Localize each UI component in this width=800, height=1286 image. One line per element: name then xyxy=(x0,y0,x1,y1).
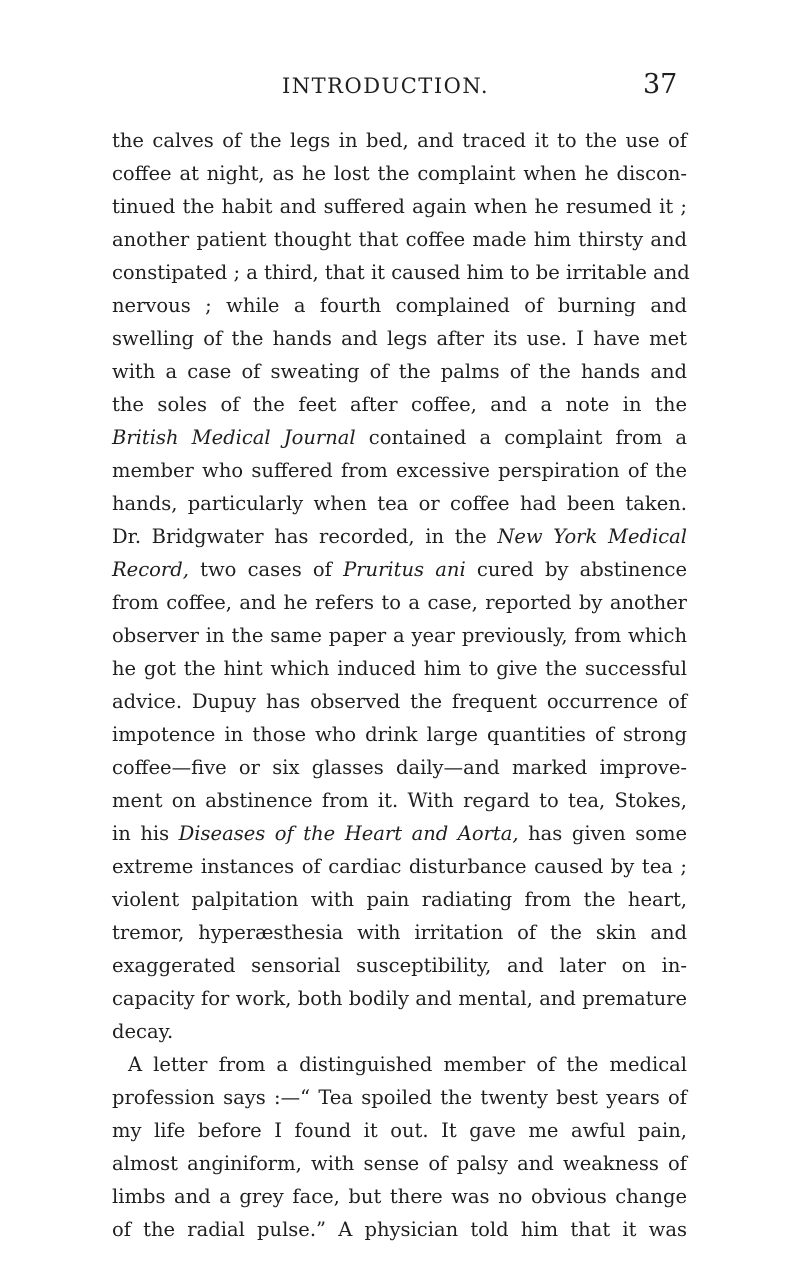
text-line xyxy=(112,1147,687,1180)
text-segment: swelling of the hands and legs after its use. I have met xyxy=(112,327,687,350)
text-line xyxy=(112,1180,687,1213)
text-segment: he got the hint which induced him to give the successful xyxy=(112,657,687,680)
text-line xyxy=(112,685,687,718)
text-line xyxy=(112,553,687,586)
text-line xyxy=(112,751,687,784)
italic-text: British Medical Journal xyxy=(112,426,356,449)
italic-text: New York Medical xyxy=(497,525,687,548)
text-segment: ment on abstinence from it. With regard to tea, Stokes, xyxy=(112,789,687,812)
text-line xyxy=(112,1081,687,1114)
text-line xyxy=(112,982,687,1015)
italic-text: Pruritus ani xyxy=(343,558,466,581)
text-segment: the calves of the legs in bed, and traced it to the use of xyxy=(112,129,687,152)
text-line xyxy=(112,718,687,751)
text-line xyxy=(112,883,687,916)
text-line xyxy=(112,421,687,454)
text-segment: cured by abstinence xyxy=(465,558,687,581)
text-segment: decay. xyxy=(112,1020,174,1043)
text-segment: two cases of xyxy=(188,558,344,581)
text-line xyxy=(112,1015,687,1048)
text-line xyxy=(112,487,687,520)
text-line xyxy=(112,355,687,388)
text-line xyxy=(112,586,687,619)
text-segment: violent palpitation with pain radiating from the heart, xyxy=(112,888,687,911)
text-segment: another patient thought that coffee made him thirsty and xyxy=(112,228,687,251)
text-line xyxy=(112,817,687,850)
text-line xyxy=(112,652,687,685)
text-segment: limbs and a grey face, but there was no obvious change xyxy=(112,1185,687,1208)
page-number: 37 xyxy=(643,69,678,100)
italic-text: Diseases of the Heart and Aorta, xyxy=(178,822,519,845)
text-line xyxy=(112,454,687,487)
text-segment: advice. Dupuy has observed the frequent occurrence of xyxy=(112,690,687,713)
text-line xyxy=(112,916,687,949)
text-segment: exaggerated sensorial susceptibility, and later on in- xyxy=(112,954,687,977)
running-head xyxy=(0,69,800,104)
text-segment: has given some xyxy=(518,822,687,845)
text-line xyxy=(112,223,687,256)
text-segment: member who suffered from excessive perspiration of the xyxy=(112,459,687,482)
text-segment: the soles of the feet after coffee, and a note in the xyxy=(112,393,687,416)
text-line xyxy=(112,388,687,421)
text-segment: A letter from a distinguished member of the medical xyxy=(128,1053,687,1076)
text-segment: coffee—five or six glasses daily—and marked improve- xyxy=(112,756,687,779)
italic-text: Record, xyxy=(112,558,189,581)
text-line xyxy=(112,1048,687,1081)
text-segment: capacity for work, both bodily and mental, and premature xyxy=(112,987,687,1010)
text-segment: from coffee, and he refers to a case, reported by another xyxy=(112,591,687,614)
body-text xyxy=(112,124,690,1246)
running-head-title: INTRODUCTION. xyxy=(282,74,490,98)
text-line xyxy=(112,619,687,652)
text-line xyxy=(112,850,687,883)
text-line xyxy=(112,1114,687,1147)
text-line xyxy=(112,157,687,190)
text-segment: with a case of sweating of the palms of the hands and xyxy=(112,360,687,383)
text-line xyxy=(112,520,687,553)
text-segment: hands, particularly when tea or coffee had been taken. xyxy=(112,492,687,515)
text-segment: coffee at night, as he lost the complaint when he discon- xyxy=(112,162,687,185)
text-line xyxy=(112,1213,687,1246)
text-line xyxy=(112,784,687,817)
text-segment: Dr. Bridgwater has recorded, in the xyxy=(112,525,498,548)
text-line xyxy=(112,949,687,982)
text-segment: constipated ; a third, that it caused him to be irritable and xyxy=(112,261,690,284)
text-line xyxy=(112,289,687,322)
text-segment: observer in the same paper a year previously, from which xyxy=(112,624,687,647)
text-line xyxy=(112,322,687,355)
text-segment: almost anginiform, with sense of palsy and weakness of xyxy=(112,1152,687,1175)
text-segment: of the radial pulse.” A physician told him that it was xyxy=(112,1218,687,1241)
text-segment: my life before I found it out. It gave me awful pain, xyxy=(112,1119,687,1142)
text-segment: in his xyxy=(112,822,179,845)
text-line xyxy=(112,256,690,289)
text-segment: profession says :—“ Tea spoiled the twenty best years of xyxy=(112,1086,687,1109)
text-segment: nervous ; while a fourth complained of burning and xyxy=(112,294,687,317)
text-segment: tinued the habit and suffered again when he resumed it ; xyxy=(112,195,687,218)
text-line xyxy=(112,124,687,157)
text-segment: tremor, hyperæsthesia with irritation of the skin and xyxy=(112,921,687,944)
text-segment: impotence in those who drink large quantities of strong xyxy=(112,723,687,746)
text-segment: contained a complaint from a xyxy=(355,426,687,449)
text-line xyxy=(112,190,687,223)
text-segment: extreme instances of cardiac disturbance caused by tea ; xyxy=(112,855,687,878)
